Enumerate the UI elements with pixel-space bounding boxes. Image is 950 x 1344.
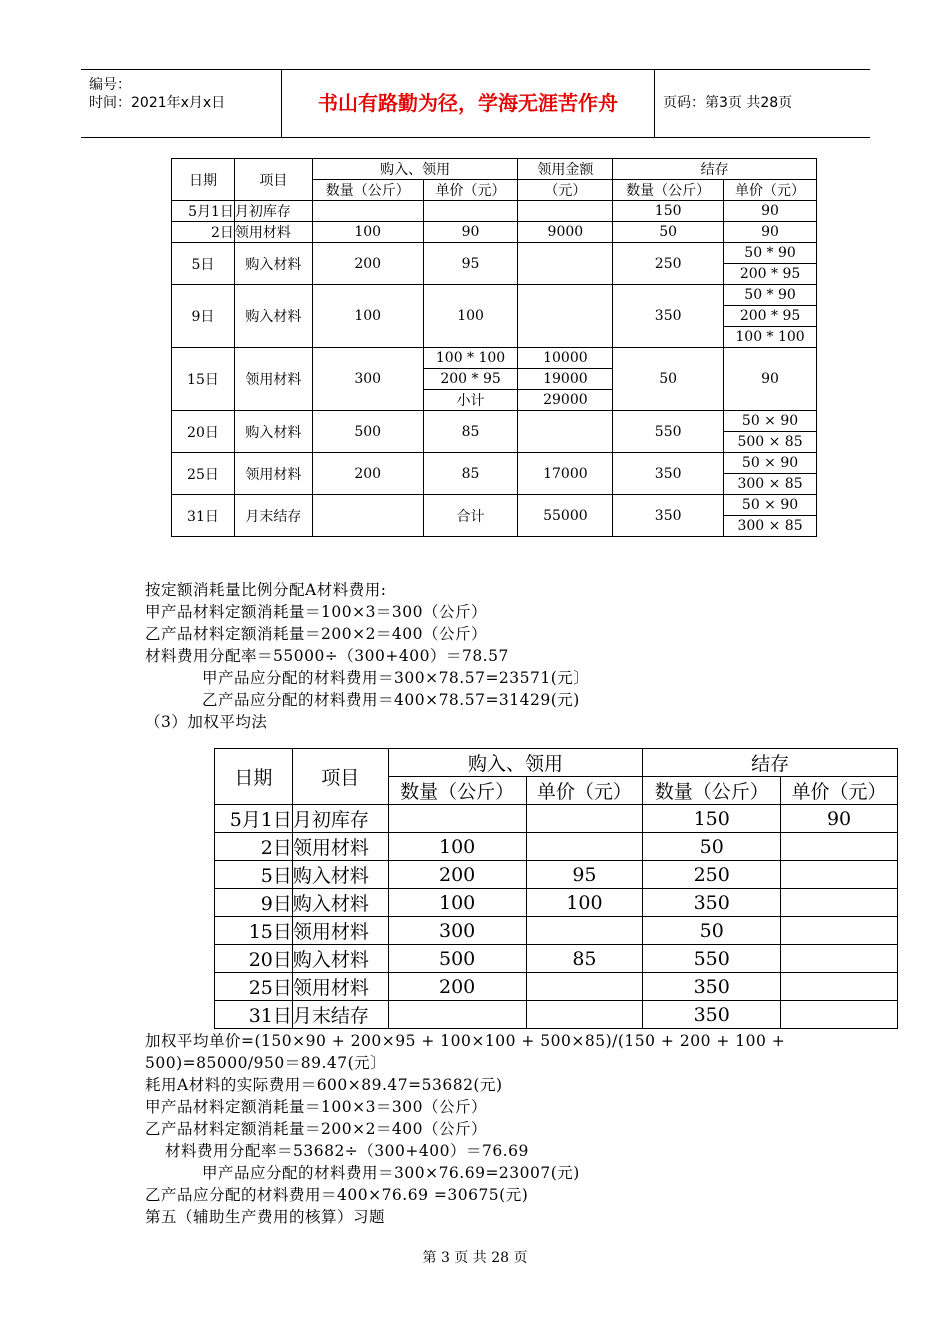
cell-qty: 100 [312,285,423,348]
cell-price: 85 [423,453,518,495]
cell-stock-price: 50 * 90 [724,243,817,264]
section-heading: 第五（辅助生产费用的核算）习题 [145,1208,386,1226]
cell-stock-price: 90 [724,201,817,222]
cell-amount: 19000 [518,369,613,390]
t1-header-item: 项目 [234,159,312,201]
cell-amount [518,285,613,348]
cell-item: 月初库存 [292,805,388,833]
time-label: 时间：2021年x月x日 [89,95,226,111]
cell-qty: 300 [388,917,526,945]
cell-qty [312,201,423,222]
cell-price: 合计 [423,495,518,537]
cell-date: 31日 [215,1001,293,1029]
cell-stock-price: 200 * 95 [724,306,817,327]
cell-stock-price: 50 × 90 [724,453,817,474]
cell-item: 购入材料 [292,861,388,889]
cell-price [423,201,518,222]
cell-item: 领用材料 [292,973,388,1001]
cell-item: 领用材料 [234,222,312,243]
t2-header-item: 项目 [292,749,388,805]
text-line: 按定额消耗量比例分配A材料费用: [145,581,387,599]
cell-stock-price: 100 * 100 [724,327,817,348]
text-line: 材料费用分配率＝53682÷（300+400）＝76.69 [165,1142,529,1160]
cell-amount [518,243,613,285]
cell-price: 小计 [423,390,518,411]
cell-stock-qty: 50 [613,222,724,243]
text-line: 乙产品材料定额消耗量＝200×2＝400（公斤） [145,625,488,643]
cell-stock-qty: 550 [613,411,724,453]
cell-stock-price: 200 * 95 [724,264,817,285]
cell-item: 购入材料 [234,243,312,285]
cell-item: 月末结存 [234,495,312,537]
t1-header-amount-unit: （元） [518,180,613,201]
cell-stock-qty: 250 [643,861,781,889]
cell-stock-price: 300 × 85 [724,474,817,495]
cell-qty: 200 [388,861,526,889]
cell-price [526,1001,643,1029]
cell-item: 领用材料 [292,917,388,945]
cell-amount: 29000 [518,390,613,411]
text-line: 甲产品材料定额消耗量＝100×3＝300（公斤） [145,1098,488,1116]
cell-amount: 55000 [518,495,613,537]
table-row [215,889,898,917]
cell-qty: 200 [312,453,423,495]
cell-amount [518,201,613,222]
cell-stock-price: 90 [724,348,817,411]
table-row [215,805,898,833]
cell-qty [388,805,526,833]
cell-stock-qty: 150 [613,201,724,222]
cell-stock-qty: 350 [643,889,781,917]
cell-stock-qty: 550 [643,945,781,973]
table-row [172,285,817,306]
page-footer: 第 3 页 共 28 页 [422,1250,528,1266]
t2-header-stock-price: 单价（元） [781,777,898,805]
cell-price [526,973,643,1001]
serial-label: 编号： [89,77,131,93]
t1-header-stock: 结存 [613,159,817,180]
cell-item: 购入材料 [292,889,388,917]
page-header [81,69,870,138]
cell-qty: 200 [388,973,526,1001]
cell-date: 9日 [215,889,293,917]
text-line: 乙产品应分配的材料费用＝400×78.57=31429(元) [202,691,580,709]
cell-price: 85 [526,945,643,973]
cell-stock-price: 300 × 85 [724,516,817,537]
cell-price: 100 * 100 [423,348,518,369]
cell-qty [312,495,423,537]
cell-stock-price: 500 × 85 [724,432,817,453]
cell-item: 月末结存 [292,1001,388,1029]
cell-price: 90 [423,222,518,243]
table-row [172,222,817,243]
cell-qty: 500 [388,945,526,973]
cell-stock-price: 90 [724,222,817,243]
cell-price [526,917,643,945]
cell-item: 购入材料 [292,945,388,973]
table-row [215,973,898,1001]
cell-stock-qty: 350 [613,495,724,537]
cell-date: 5日 [172,243,235,285]
cell-date: 5月1日 [215,805,293,833]
cell-stock-price [781,973,898,1001]
cell-amount: 9000 [518,222,613,243]
t2-header-date: 日期 [215,749,293,805]
cell-date: 31日 [172,495,235,537]
text-line: 甲产品应分配的材料费用＝300×78.57=23571(元〕 [202,669,590,687]
header-motto: 书山有路勤为径，学海无涯苦作舟 [282,70,655,137]
cell-stock-price: 50 × 90 [724,411,817,432]
cell-stock-price [781,889,898,917]
table-row [172,495,817,516]
table-row [215,917,898,945]
cell-price: 100 [423,285,518,348]
cell-qty: 500 [312,411,423,453]
cell-stock-price [781,1001,898,1029]
t2-header-purchase: 购入、领用 [388,749,643,777]
cell-stock-qty: 350 [613,453,724,495]
table-row [172,348,817,369]
cell-date: 9日 [172,285,235,348]
t1-header-purchase: 购入、领用 [312,159,518,180]
text-line: 乙产品应分配的材料费用＝400×76.69 =30675(元) [145,1186,529,1204]
t1-header-qty: 数量（公斤） [312,180,423,201]
text-line: 材料费用分配率＝55000÷（300+400）＝78.57 [145,647,509,665]
cell-stock-qty: 250 [613,243,724,285]
text-line: 甲产品材料定额消耗量＝100×3＝300（公斤） [145,603,488,621]
cell-amount [518,411,613,453]
cell-stock-price: 50 × 90 [724,495,817,516]
cell-stock-price [781,833,898,861]
t2-header-qty: 数量（公斤） [388,777,526,805]
cell-stock-qty: 350 [643,973,781,1001]
table-row [215,861,898,889]
table-row [172,243,817,264]
text-line: 500)=85000/950＝89.47(元〕 [145,1054,387,1072]
table-row [172,201,817,222]
cell-item: 月初库存 [234,201,312,222]
text-line: 乙产品材料定额消耗量＝200×2＝400（公斤） [145,1120,488,1138]
t1-header-amount: 领用金额 [518,159,613,180]
cell-price: 95 [526,861,643,889]
cell-price [526,805,643,833]
table-row [215,833,898,861]
t1-header-stock-price: 单价（元） [724,180,817,201]
cell-date: 5日 [215,861,293,889]
cell-price [526,833,643,861]
header-left-cell [81,70,282,137]
header-page-label: 页码：第3页 共28页 [663,95,793,111]
table-row [172,411,817,432]
cell-amount: 10000 [518,348,613,369]
cell-date: 20日 [215,945,293,973]
cell-date: 2日 [215,833,293,861]
cell-qty [388,1001,526,1029]
cell-price: 100 [526,889,643,917]
cell-stock-qty: 50 [613,348,724,411]
cell-price: 200 * 95 [423,369,518,390]
cell-date: 20日 [172,411,235,453]
cell-stock-price [781,917,898,945]
t2-header-stock-qty: 数量（公斤） [643,777,781,805]
table-row [215,1001,898,1029]
t1-header-stock-qty: 数量（公斤） [613,180,724,201]
cell-stock-qty: 50 [643,833,781,861]
cell-date: 25日 [172,453,235,495]
section-heading: （3）加权平均法 [145,713,268,731]
cell-date: 5月1日 [172,201,235,222]
cell-date: 25日 [215,973,293,1001]
cell-item: 购入材料 [234,411,312,453]
cell-item: 购入材料 [234,285,312,348]
cell-stock-qty: 150 [643,805,781,833]
text-line: 耗用A材料的实际费用＝600×89.47=53682(元) [145,1076,503,1094]
cell-stock-price: 50 * 90 [724,285,817,306]
cell-date: 15日 [215,917,293,945]
cell-qty: 100 [388,833,526,861]
cell-item: 领用材料 [234,348,312,411]
cell-stock-qty: 350 [613,285,724,348]
cell-price: 85 [423,411,518,453]
cell-qty: 300 [312,348,423,411]
fifo-table [171,158,817,537]
cell-stock-qty: 50 [643,917,781,945]
cell-price: 95 [423,243,518,285]
cell-stock-price: 90 [781,805,898,833]
cell-qty: 100 [312,222,423,243]
cell-stock-price [781,861,898,889]
cell-qty: 100 [388,889,526,917]
cell-stock-price [781,945,898,973]
text-line: 加权平均单价=(150×90 + 200×95 + 100×100 + 500×85)/(150 + 200 + 100 + [145,1032,786,1050]
table-row [215,945,898,973]
cell-amount: 17000 [518,453,613,495]
cell-qty: 200 [312,243,423,285]
cell-date: 2日 [172,222,235,243]
weighted-average-table [214,748,898,1029]
t1-header-price: 单价（元） [423,180,518,201]
cell-item: 领用材料 [292,833,388,861]
table-row [172,453,817,474]
t1-header-date: 日期 [172,159,235,201]
cell-date: 15日 [172,348,235,411]
t2-header-price: 单价（元） [526,777,643,805]
cell-stock-qty: 350 [643,1001,781,1029]
t2-header-stock: 结存 [643,749,898,777]
cell-item: 领用材料 [234,453,312,495]
text-line: 甲产品应分配的材料费用＝300×76.69=23007(元) [202,1164,580,1182]
